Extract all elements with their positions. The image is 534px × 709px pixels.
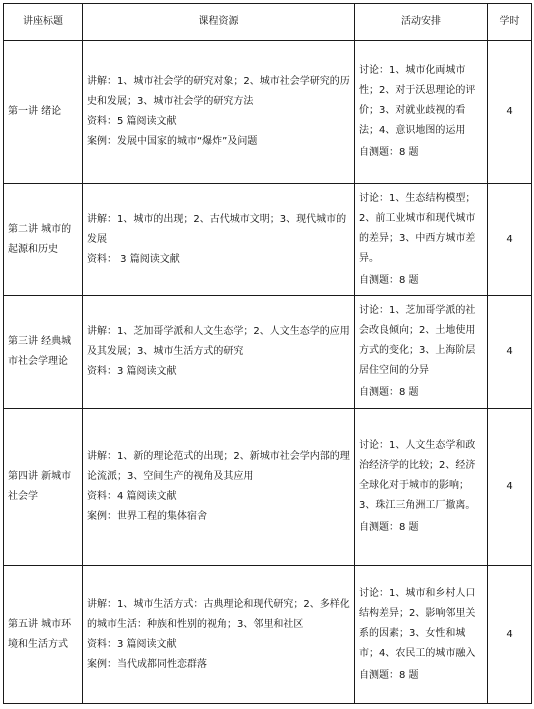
course-resources	[83, 184, 355, 296]
discussion-text: 讨论：1、芝加哥学派的社会改良倾向；2、土地使用方式的变化；3、上海阶层居住空间的分异	[359, 305, 476, 376]
quiz-text: 自测题：8 题	[359, 147, 419, 158]
course-resources	[83, 409, 355, 566]
header-activities: 活动安排	[355, 4, 488, 41]
table-row	[4, 566, 532, 704]
lecture-title: 第五讲 城市环境和生活方式	[4, 566, 83, 704]
discussion-text: 讨论：1、城市化両城市性；2、对于沃思理论的评价；3、对就业歧视的看法；4、意识地图的运用	[359, 65, 476, 136]
quiz-text: 自测题：8 题	[359, 387, 419, 398]
table-row	[4, 184, 532, 296]
quiz-text: 自测题：8 题	[359, 522, 419, 533]
hours-value: 4	[488, 296, 532, 409]
activities	[355, 41, 488, 184]
course-resources	[83, 566, 355, 704]
resource-lecture-text: 讲解：1、城市的出现；2、古代城市文明；3、现代城市的发展	[87, 213, 347, 245]
hours-value: 4	[488, 41, 532, 184]
resource-case-text: 案例：当代成都同性恋群落	[87, 658, 207, 670]
course-resources	[83, 41, 355, 184]
resource-readings-text: 资料：5 篇阅读文献	[87, 116, 177, 127]
table-row	[4, 41, 532, 184]
discussion-text: 讨论：1、人文生态学和政治经济学的比较；2、经济全球化对于城市的影响；3、珠江三角洲工厂撤离。	[359, 440, 476, 511]
table-row	[4, 296, 532, 409]
lecture-title: 第四讲 新城市社会学	[4, 409, 83, 566]
resource-lecture-text: 讲解：1、芝加哥学派和人文生态学；2、人文生态学的应用及其发展；3、城市生活方式的研究	[87, 326, 350, 357]
hours-value: 4	[488, 184, 532, 296]
resource-readings-text: 资料：3 篇阅读文献	[87, 638, 177, 650]
table-row	[4, 409, 532, 566]
resource-lecture-text: 讲解：1、城市社会学的研究对象；2、城市社会学研究的历史和发展；3、城市社会学的研究方法	[87, 76, 350, 107]
resource-case-text: 案例：发展中国家的城市“爆炸”及问题	[87, 136, 258, 147]
activities	[355, 409, 488, 566]
lecture-title: 第一讲 绪论	[4, 41, 83, 184]
resource-lecture-text: 讲解：1、新的理论范式的出现；2、新城市社会学内部的理论流派；3、空间生产的视角及其应用	[87, 451, 350, 482]
lecture-title: 第三讲 经典城市社会学理论	[4, 296, 83, 409]
header-hours: 学时	[488, 4, 532, 41]
activities	[355, 566, 488, 704]
lecture-title: 第二讲 城市的起源和历史	[4, 184, 83, 296]
resource-readings-text: 资料：4 篇阅读文献	[87, 491, 177, 502]
header-course-resources: 课程资源	[83, 4, 355, 41]
hours-value: 4	[488, 409, 532, 566]
discussion-text: 讨论：1、城市和乡村人口结构差异；2、影响邻里关系的因素；3、女性和城市；4、农民工的城市融入	[359, 587, 476, 659]
hours-value: 4	[488, 566, 532, 704]
course-resources	[83, 296, 355, 409]
header-lecture-title: 讲座标题	[4, 4, 83, 41]
activities	[355, 184, 488, 296]
syllabus-table	[3, 3, 532, 704]
quiz-text: 自测题：8 题	[359, 669, 419, 681]
resource-case-text: 案例：世界工程的集体宿舍	[87, 511, 207, 522]
resource-readings-text: 资料： 3 篇阅读文献	[87, 253, 180, 265]
quiz-text: 自测题：8 题	[359, 274, 419, 286]
header-row	[4, 4, 532, 41]
discussion-text: 讨论：1、生态结构模型；2、前工业城市和现代城市的差异；3、中西方城市差异。	[359, 192, 476, 264]
resource-lecture-text: 讲解：1、城市生活方式：古典理论和现代研究；2、多样化的城市生活：种族和性别的视角；3、邻里和社区	[87, 598, 350, 630]
activities	[355, 296, 488, 409]
resource-readings-text: 资料：3 篇阅读文献	[87, 366, 177, 377]
